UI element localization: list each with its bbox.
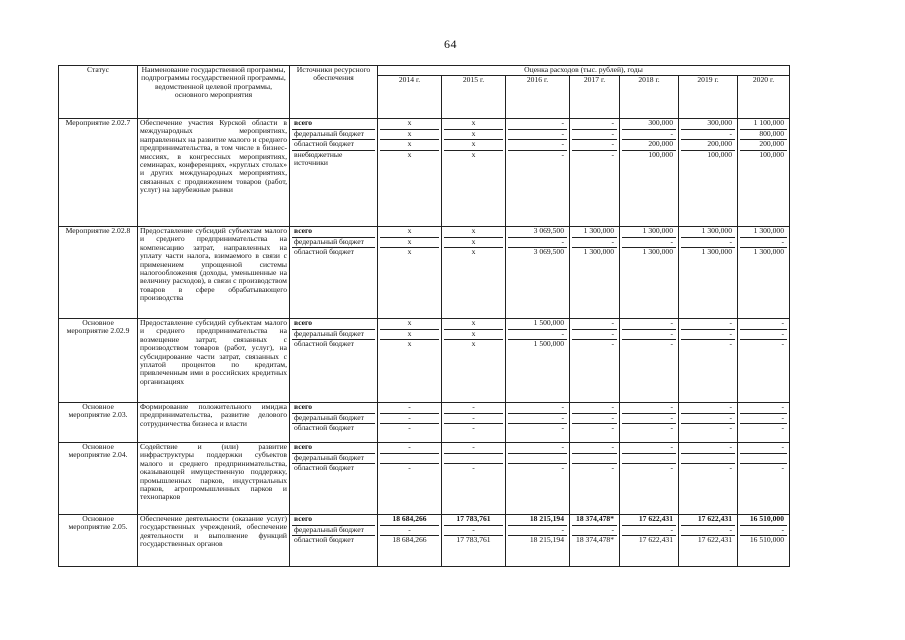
- expenses-table: [58, 65, 790, 567]
- value-cell: [740, 454, 787, 465]
- value-cell: -: [572, 403, 617, 414]
- value-cell: х: [407, 248, 412, 256]
- value-cell: 18 215,194: [508, 515, 567, 526]
- value-cell: [681, 454, 735, 465]
- year-values: [620, 403, 679, 443]
- header-name: Наименование государственной программы, подпрограммы государственной программы, ведомственной целевой программы, основного мероприятия: [138, 66, 290, 119]
- row-name: Обеспечение участия Курской области в международных мероприятиях, направленных на развитие малого и среднего предпринимательства, в том числе в бизнес-миссиях, в конгрессных мероприятиях, семинарах, конференциях, «круглых столах» и других международных мероприятиях, связанных с продвижением товаров (работ, услуг) на зарубежные рынки: [138, 119, 290, 227]
- value-cell: 3 069,500: [508, 227, 567, 238]
- header-estimate: Оценка расходов (тыс. рублей), годы: [378, 66, 790, 76]
- value-cell: -: [380, 403, 439, 414]
- table-row: [59, 515, 790, 567]
- row-sources: [290, 403, 378, 443]
- value-cell: -: [508, 130, 567, 141]
- year-values: [570, 515, 620, 567]
- source-label: федеральный бюджет: [292, 330, 375, 341]
- value-cell: -: [561, 150, 564, 159]
- value-cell: -: [670, 340, 673, 348]
- year-values: [378, 443, 442, 515]
- source-label: областной бюджет: [294, 248, 354, 256]
- value-cell: -: [611, 340, 614, 348]
- value-cell: -: [408, 424, 411, 432]
- value-cell: -: [508, 119, 567, 130]
- table-row: [59, 319, 790, 403]
- source-label: внебюджетные источники: [294, 150, 343, 167]
- value-cell: х: [444, 319, 503, 330]
- value-cell: -: [781, 424, 784, 432]
- row-name: Формирование положительного имиджа предпринимательства, развитие делового сотрудничества бизнеса и власти: [138, 403, 290, 443]
- value-cell: 1 300,000: [681, 227, 735, 238]
- year-values: [738, 227, 790, 319]
- year-values: [506, 227, 570, 319]
- year-values: [679, 515, 738, 567]
- row-status: Основное мероприятие 2.05.: [59, 515, 138, 567]
- value-cell: -: [611, 150, 614, 159]
- table-row: [59, 403, 790, 443]
- table-row: [59, 227, 790, 319]
- value-cell: 1 500,000: [533, 340, 564, 348]
- year-values: [442, 119, 506, 227]
- value-cell: -: [729, 424, 732, 432]
- value-cell: -: [508, 414, 567, 425]
- value-cell: 1 300,000: [701, 248, 732, 256]
- value-cell: 200,000: [622, 140, 676, 151]
- year-values: [570, 403, 620, 443]
- value-cell: х: [471, 248, 476, 256]
- value-cell: 17 622,431: [622, 515, 676, 526]
- source-label: областной бюджет: [294, 536, 354, 544]
- year-values: [738, 515, 790, 567]
- year-values: [738, 443, 790, 515]
- row-sources: [290, 227, 378, 319]
- value-cell: -: [729, 340, 732, 348]
- value-cell: 100,000: [759, 150, 784, 159]
- value-cell: х: [444, 119, 503, 130]
- value-cell: -: [781, 464, 784, 472]
- row-status: Мероприятие 2.02.8: [59, 227, 138, 319]
- year-values: [570, 119, 620, 227]
- value-cell: [572, 454, 617, 465]
- value-cell: 18 684,266: [380, 515, 439, 526]
- year-values: [738, 319, 790, 403]
- value-cell: 18 374,478*: [572, 515, 617, 526]
- value-cell: -: [472, 464, 475, 472]
- value-cell: [508, 454, 567, 465]
- year-values: [506, 119, 570, 227]
- value-cell: -: [681, 414, 735, 425]
- value-cell: -: [572, 319, 617, 330]
- value-cell: 17 622,431: [638, 536, 673, 544]
- year-values: [620, 119, 679, 227]
- value-cell: -: [740, 330, 787, 341]
- value-cell: -: [508, 403, 567, 414]
- year-values: [506, 515, 570, 567]
- year-values: [442, 443, 506, 515]
- value-cell: -: [681, 130, 735, 141]
- year-values: [679, 119, 738, 227]
- value-cell: -: [740, 443, 787, 454]
- header-year: 2015 г.: [442, 75, 506, 118]
- value-cell: -: [572, 330, 617, 341]
- value-cell: 800,000: [740, 130, 787, 141]
- value-cell: 1 300,000: [740, 227, 787, 238]
- row-sources: [290, 319, 378, 403]
- header-row: [59, 66, 790, 76]
- row-name: Предоставление субсидий субъектам малого и среднего предпринимательства на компенсацию затрат, направленных на уплату части налога, взимаемого в связи с применением упрощенной системы налогообложения (доходы, уменьшенные на величину расходов), в связи с производством товаров в сфере обрабатывающего производства: [138, 227, 290, 319]
- value-cell: х: [407, 150, 412, 159]
- value-cell: -: [572, 238, 617, 249]
- row-sources: [290, 119, 378, 227]
- value-cell: х: [380, 238, 439, 249]
- year-values: [442, 227, 506, 319]
- value-cell: 18 215,194: [529, 536, 564, 544]
- source-label: всего: [292, 319, 375, 330]
- value-cell: 1 100,000: [740, 119, 787, 130]
- year-values: [679, 403, 738, 443]
- year-values: [506, 443, 570, 515]
- row-sources: [290, 443, 378, 515]
- value-cell: -: [508, 526, 567, 537]
- value-cell: х: [444, 227, 503, 238]
- value-cell: 100,000: [648, 150, 673, 159]
- header-year: 2016 г.: [506, 75, 570, 118]
- value-cell: -: [740, 319, 787, 330]
- source-label: всего: [292, 515, 375, 526]
- row-name: Обеспечение деятельности (оказание услуг) государственных учреждений, обеспечение деятельности и выполнение функций государственных органов: [138, 515, 290, 567]
- year-values: [506, 403, 570, 443]
- value-cell: -: [740, 414, 787, 425]
- year-values: [378, 119, 442, 227]
- value-cell: х: [444, 130, 503, 141]
- value-cell: -: [572, 526, 617, 537]
- row-status: Основное мероприятие 2.02.9: [59, 319, 138, 403]
- value-cell: 1 300,000: [572, 227, 617, 238]
- header-year: 2020 г.: [738, 75, 790, 118]
- year-values: [442, 515, 506, 567]
- source-label: всего: [292, 403, 375, 414]
- table-row: [59, 119, 790, 227]
- value-cell: 1 300,000: [753, 248, 784, 256]
- value-cell: -: [572, 443, 617, 454]
- value-cell: х: [380, 330, 439, 341]
- value-cell: -: [622, 330, 676, 341]
- value-cell: 200,000: [740, 140, 787, 151]
- source-label: областной бюджет: [294, 340, 354, 348]
- year-values: [620, 319, 679, 403]
- row-name: Предоставление субсидий субъектам малого и среднего предпринимательства на возмещение затрат, связанных с производством товаров (работ, услуг), на субсидирование части затрат, связанных с уплатой процентов по кредитам, привлеченным ими в российских кредитных организациях: [138, 319, 290, 403]
- value-cell: х: [471, 340, 476, 348]
- year-values: [679, 227, 738, 319]
- value-cell: -: [561, 424, 564, 432]
- value-cell: -: [681, 526, 735, 537]
- value-cell: -: [622, 414, 676, 425]
- value-cell: -: [572, 130, 617, 141]
- page-number: 64: [444, 37, 457, 51]
- value-cell: -: [729, 464, 732, 472]
- value-cell: -: [681, 238, 735, 249]
- value-cell: х: [380, 227, 439, 238]
- year-values: [620, 515, 679, 567]
- value-cell: х: [380, 119, 439, 130]
- source-label: федеральный бюджет: [292, 454, 375, 465]
- value-cell: -: [681, 403, 735, 414]
- value-cell: х: [380, 319, 439, 330]
- value-cell: -: [444, 414, 503, 425]
- source-label: областной бюджет: [292, 140, 375, 151]
- header-year: 2014 г.: [378, 75, 442, 118]
- value-cell: 17 622,431: [681, 515, 735, 526]
- value-cell: -: [740, 403, 787, 414]
- value-cell: -: [781, 340, 784, 348]
- value-cell: х: [471, 150, 476, 159]
- year-values: [378, 319, 442, 403]
- table-body: [59, 119, 790, 567]
- value-cell: х: [444, 140, 503, 151]
- value-cell: -: [408, 464, 411, 472]
- value-cell: х: [380, 140, 439, 151]
- value-cell: 1 500,000: [508, 319, 567, 330]
- row-sources: [290, 515, 378, 567]
- header-sources: Источники ресурсного обеспечения: [290, 66, 378, 119]
- header-status: Статус: [59, 66, 138, 119]
- value-cell: -: [622, 526, 676, 537]
- year-values: [738, 119, 790, 227]
- source-label: всего: [292, 443, 375, 454]
- value-cell: 17 783,761: [444, 515, 503, 526]
- value-cell: -: [740, 526, 787, 537]
- value-cell: 16 510,000: [749, 536, 784, 544]
- row-name: Содействие и (или) развитие инфраструктуры поддержки субъектов малого и среднего предпринимательства, оказывающей имущественную поддержку, промышленных парков, индустриальных парков, агропромышленных парков и технопарков: [138, 443, 290, 515]
- header-year: 2017 г.: [570, 75, 620, 118]
- year-values: [679, 319, 738, 403]
- value-cell: -: [444, 526, 503, 537]
- table-row: [59, 443, 790, 515]
- value-cell: -: [508, 238, 567, 249]
- value-cell: 100,000: [707, 150, 732, 159]
- value-cell: -: [681, 330, 735, 341]
- year-values: [442, 403, 506, 443]
- header-year: 2018 г.: [620, 75, 679, 118]
- year-values: [620, 227, 679, 319]
- value-cell: -: [508, 140, 567, 151]
- value-cell: х: [380, 130, 439, 141]
- value-cell: 17 622,431: [697, 536, 732, 544]
- value-cell: -: [681, 443, 735, 454]
- value-cell: [622, 454, 676, 465]
- value-cell: [444, 454, 503, 465]
- year-values: [442, 319, 506, 403]
- source-label: всего: [292, 227, 375, 238]
- value-cell: -: [380, 443, 439, 454]
- value-cell: 18 374,478*: [576, 536, 614, 544]
- year-values: [620, 443, 679, 515]
- row-status: Основное мероприятие 2.03.: [59, 403, 138, 443]
- value-cell: 1 300,000: [583, 248, 614, 256]
- source-label: всего: [292, 119, 375, 130]
- value-cell: -: [740, 238, 787, 249]
- header-year: 2019 г.: [679, 75, 738, 118]
- value-cell: -: [670, 464, 673, 472]
- value-cell: 300,000: [681, 119, 735, 130]
- year-values: [570, 319, 620, 403]
- value-cell: -: [380, 414, 439, 425]
- value-cell: -: [622, 319, 676, 330]
- year-values: [506, 319, 570, 403]
- value-cell: х: [407, 340, 412, 348]
- value-cell: -: [444, 403, 503, 414]
- value-cell: -: [622, 403, 676, 414]
- value-cell: -: [572, 414, 617, 425]
- value-cell: -: [444, 443, 503, 454]
- year-values: [378, 515, 442, 567]
- value-cell: 300,000: [622, 119, 676, 130]
- value-cell: -: [572, 140, 617, 151]
- value-cell: 200,000: [681, 140, 735, 151]
- source-label: федеральный бюджет: [292, 130, 375, 141]
- year-values: [378, 227, 442, 319]
- value-cell: -: [472, 424, 475, 432]
- value-cell: -: [611, 424, 614, 432]
- value-cell: -: [572, 119, 617, 130]
- value-cell: -: [561, 464, 564, 472]
- year-values: [738, 403, 790, 443]
- year-values: [570, 443, 620, 515]
- value-cell: -: [508, 443, 567, 454]
- value-cell: 1 300,000: [642, 248, 673, 256]
- value-cell: -: [670, 424, 673, 432]
- value-cell: -: [622, 130, 676, 141]
- row-status: Мероприятие 2.02.7: [59, 119, 138, 227]
- year-values: [378, 403, 442, 443]
- value-cell: 3 069,500: [533, 248, 564, 256]
- year-values: [570, 227, 620, 319]
- value-cell: 16 510,000: [740, 515, 787, 526]
- source-label: федеральный бюджет: [292, 238, 375, 249]
- source-label: областной бюджет: [294, 424, 354, 432]
- value-cell: -: [611, 464, 614, 472]
- value-cell: -: [622, 238, 676, 249]
- value-cell: 18 684,266: [392, 536, 427, 544]
- value-cell: [380, 454, 439, 465]
- value-cell: -: [681, 319, 735, 330]
- value-cell: х: [444, 330, 503, 341]
- value-cell: х: [444, 238, 503, 249]
- source-label: областной бюджет: [294, 464, 354, 472]
- source-label: федеральный бюджет: [292, 526, 375, 537]
- value-cell: 1 300,000: [622, 227, 676, 238]
- value-cell: 17 783,761: [456, 536, 491, 544]
- row-status: Основное мероприятие 2.04.: [59, 443, 138, 515]
- value-cell: -: [622, 443, 676, 454]
- value-cell: -: [380, 526, 439, 537]
- source-label: федеральный бюджет: [292, 414, 375, 425]
- value-cell: -: [508, 330, 567, 341]
- year-values: [679, 443, 738, 515]
